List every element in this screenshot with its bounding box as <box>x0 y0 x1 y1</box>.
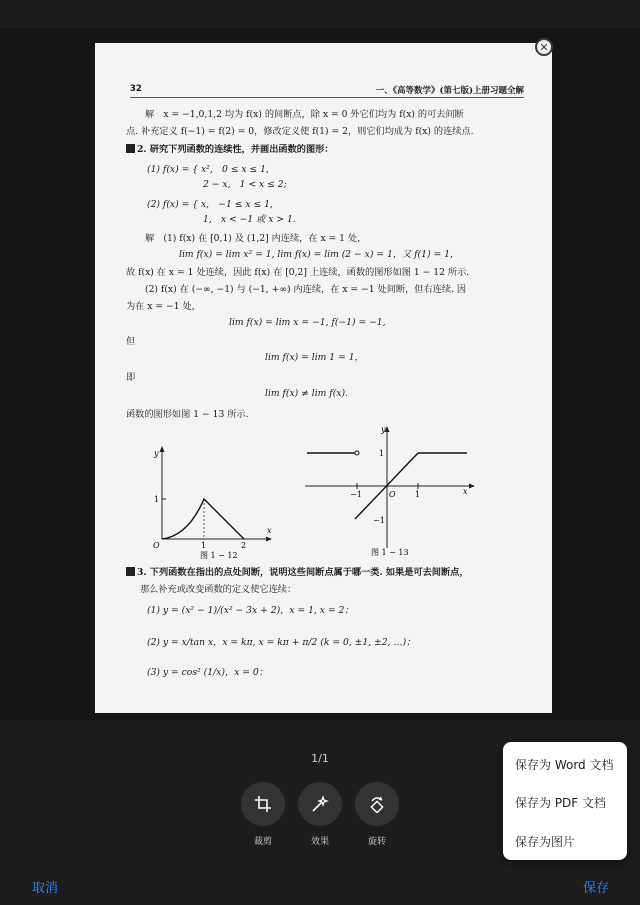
effects-button[interactable] <box>297 782 343 847</box>
text-line: 故 f(x) 在 x = 1 处连续，因此 f(x) 在 [0,2] 上连续，函数的图形如图 1 − 12 所示. <box>126 267 470 278</box>
fig13-x1-label: 1 <box>415 490 421 499</box>
formula-line: (1) y = (x² − 1)/(x² − 3x + 2)，x = 1, x = 2； <box>147 605 354 616</box>
figure-1-12 <box>140 436 300 561</box>
running-title: 一、《高等数学》(第七版)上册习题全解 <box>375 86 524 96</box>
page-number: 32 <box>130 84 142 94</box>
text-line: (2) f(x) 在 (−∞, −1) 与 (−1, +∞) 内连续，在 x = −1 处间断，但右连续. 因 <box>145 284 467 295</box>
page-counter: 1/1 <box>311 752 329 765</box>
save-as-word-item[interactable]: 保存为 Word 文档 <box>515 758 614 772</box>
question-marker-icon <box>126 144 135 153</box>
cancel-button[interactable]: 取消 <box>32 881 59 896</box>
text-line: 那么补充或改变函数的定义使它连续： <box>140 584 297 595</box>
text-line: 1, x < −1 或 x > 1. <box>203 214 296 225</box>
fig12-y-label: y <box>154 449 159 458</box>
crop-button[interactable] <box>240 782 286 847</box>
text-line: 为在 x = −1 处， <box>126 301 201 312</box>
fig13-ym1-label: −1 <box>373 516 385 525</box>
text-line: 但 <box>126 336 136 347</box>
question-marker-icon <box>126 567 135 576</box>
rotate-icon <box>368 795 386 813</box>
scanned-page <box>95 43 552 713</box>
formula-line: (2) y = x/tan x，x = kπ, x = kπ + π/2 (k = 0, ±1, ±2, …)； <box>147 637 416 648</box>
formula-line: lim f(x) = lim x = −1, f(−1) = −1, <box>229 317 386 328</box>
formula-line: lim f(x) ≠ lim f(x). <box>265 388 348 399</box>
rotate-button[interactable] <box>354 782 400 847</box>
formula-line: lim f(x) = lim x² = 1, lim f(x) = lim (2 − x) = 1，又 f(1) = 1， <box>179 249 460 260</box>
text-line: 函数的图形如图 1 − 13 所示. <box>126 409 249 420</box>
question-heading: 2. 研究下列函数的连续性，并画出函数的图形： <box>126 144 334 156</box>
text-line: 2 − x, 1 < x ≤ 2; <box>203 179 287 190</box>
fig12-caption: 图 1 − 12 <box>200 551 238 560</box>
fig13-origin-label: O <box>389 490 396 499</box>
fig13-y-label: y <box>381 425 386 434</box>
fig13-caption: 图 1 − 13 <box>371 548 409 557</box>
fig12-origin-label: O <box>153 541 160 550</box>
save-as-image-item[interactable]: 保存为图片 <box>515 835 576 849</box>
crop-icon <box>254 795 272 813</box>
save-options-menu <box>503 742 627 860</box>
effects-label: 效果 <box>310 837 329 847</box>
figure-1-13 <box>303 423 483 558</box>
question-heading: 3. 下列函数在指出的点处间断，说明这些间断点属于哪一类. 如果是可去间断点， <box>126 567 469 579</box>
fig13-y1-label: 1 <box>379 449 385 458</box>
rotate-label: 旋转 <box>367 837 386 847</box>
save-as-pdf-item[interactable]: 保存为 PDF 文档 <box>515 796 607 810</box>
page-header <box>130 84 524 98</box>
crop-label: 裁剪 <box>253 837 272 847</box>
text-line: (2) f(x) = { x, −1 ≤ x ≤ 1, <box>147 199 273 210</box>
close-icon[interactable]: ✕ <box>535 38 553 56</box>
fig12-x1-label: 1 <box>201 541 207 550</box>
fig13-xm1-label: −1 <box>350 490 362 499</box>
formula-line: (3) y = cos² (1/x)，x = 0； <box>147 667 268 678</box>
text-line: (1) f(x) = { x², 0 ≤ x ≤ 1, <box>147 164 269 175</box>
text-line: 解 (1) f(x) 在 [0,1) 及 (1,2] 内连续，在 x = 1 处， <box>145 233 367 244</box>
formula-line: lim f(x) = lim 1 = 1， <box>265 352 364 363</box>
text-line: 点. 补充定义 f(−1) = f(2) = 0，修改定义使 f(1) = 2，则它们均成为 f(x) 的连续点. <box>126 126 474 137</box>
fig13-x-label: x <box>463 487 468 496</box>
text-line: 解 x = −1,0,1,2 均为 f(x) 的间断点，除 x = 0 外它们均为 f(x) 的可去间断 <box>145 109 464 120</box>
magic-wand-icon <box>311 795 329 813</box>
fig12-x2-label: 2 <box>241 541 247 550</box>
save-button[interactable]: 保存 <box>583 881 610 896</box>
text-line: 即 <box>126 372 136 383</box>
fig12-y1-label: 1 <box>154 495 160 504</box>
fig12-x-label: x <box>267 526 272 535</box>
